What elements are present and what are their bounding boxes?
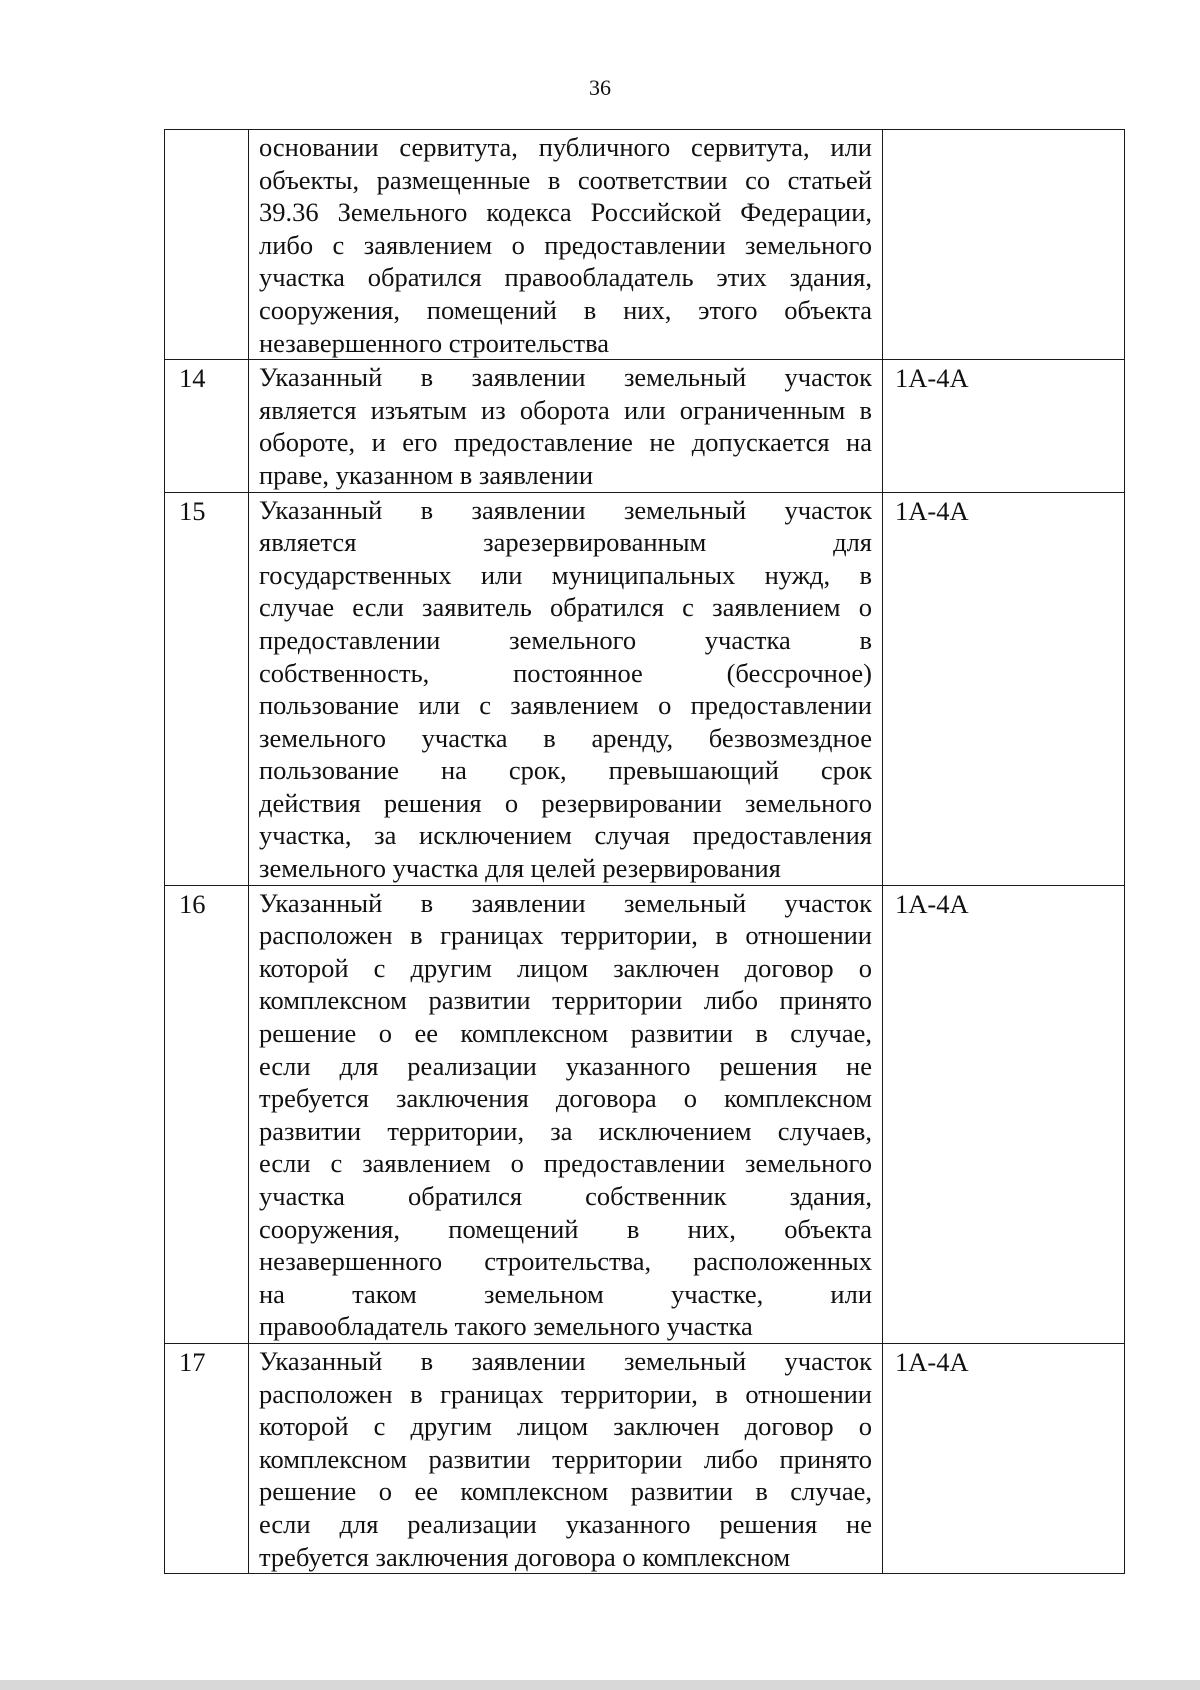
description-line: основании сервитута, публичного сервитута, или	[259, 132, 872, 162]
row-number: 14	[165, 360, 249, 492]
description-line: комплексном развитии территории либо принято	[259, 985, 872, 1016]
description-line: случае если заявитель обратился с заявлением о	[259, 592, 872, 623]
table-row	[165, 885, 1125, 1343]
description-line: решение о ее комплексном развитии в случае,	[259, 1018, 872, 1049]
row-code: 1А-4А	[883, 360, 1125, 492]
description-line: собственность, постоянное (бессрочное)	[259, 657, 872, 688]
description-line: земельного участка для целей резервирования	[259, 853, 781, 884]
description-line: является изъятым из оборота или ограниченным в	[259, 394, 872, 425]
description-line: которой с другим лицом заключен договор о	[259, 1411, 872, 1442]
description-line: Указанный в заявлении земельный участок	[259, 494, 872, 525]
table-row	[165, 492, 1125, 885]
description-line: если для реализации указанного решения не	[259, 1508, 872, 1539]
table-body	[165, 130, 1125, 1574]
description-line: сооружения, помещений в них, этого объекта	[259, 294, 872, 325]
description-line: либо с заявлением о предоставлении земельного	[259, 229, 872, 260]
description-line: незавершенного строительства	[259, 327, 609, 358]
table-row	[165, 1343, 1125, 1573]
description-line: Указанный в заявлении земельный участок	[259, 362, 872, 393]
table-row	[165, 360, 1125, 492]
description-line: пользование или с заявлением о предоставлении	[259, 690, 872, 721]
description-line: является зарезервированным для	[259, 527, 872, 558]
description-line: обороте, и его предоставление не допускается на	[259, 427, 872, 458]
row-description	[249, 360, 883, 492]
description-line: участка, за исключением случая предоставления	[259, 820, 872, 851]
row-number	[165, 130, 249, 360]
row-code	[883, 130, 1125, 360]
description-line: земельного участка в аренду, безвозмездное	[259, 722, 872, 753]
row-description	[249, 885, 883, 1343]
description-line: действия решения о резервировании земельного	[259, 787, 872, 818]
description-line: требуется заключения договора о комплексном	[259, 1541, 791, 1572]
description-line: Указанный в заявлении земельный участок	[259, 887, 872, 918]
description-line: незавершенного строительства, расположенных	[259, 1246, 872, 1277]
description-line: если с заявлением о предоставлении земельного	[259, 1148, 872, 1179]
description-line: праве, указанном в заявлении	[259, 459, 594, 490]
row-description	[249, 1343, 883, 1573]
description-line: на таком земельном участке, или	[259, 1278, 872, 1309]
row-code: 1А-4А	[883, 1343, 1125, 1573]
requirements-table	[164, 129, 1125, 1574]
row-description	[249, 492, 883, 885]
page-number: 36	[589, 75, 611, 100]
description-line: которой с другим лицом заключен договор о	[259, 952, 872, 983]
description-line: государственных или муниципальных нужд, в	[259, 559, 872, 590]
description-line: решение о ее комплексном развитии в случае,	[259, 1476, 872, 1507]
description-line: расположен в границах территории, в отношении	[259, 920, 872, 951]
scan-edge	[0, 1680, 1200, 1690]
row-number: 16	[165, 885, 249, 1343]
description-line: пользование на срок, превышающий срок	[259, 755, 872, 786]
description-line: расположен в границах территории, в отношении	[259, 1378, 872, 1409]
description-line: правообладатель такого земельного участка	[259, 1311, 753, 1342]
row-number: 15	[165, 492, 249, 885]
description-line: Указанный в заявлении земельный участок	[259, 1345, 872, 1376]
description-line: объекты, размещенные в соответствии со статьей	[259, 164, 872, 195]
description-line: развитии территории, за исключением случаев,	[259, 1115, 872, 1146]
row-code: 1А-4А	[883, 492, 1125, 885]
description-line: если для реализации указанного решения не	[259, 1050, 872, 1081]
row-description	[249, 130, 883, 360]
description-line: участка обратился собственник здания,	[259, 1181, 872, 1211]
description-line: предоставлении земельного участка в	[259, 624, 872, 655]
row-code: 1А-4А	[883, 885, 1125, 1343]
description-line: требуется заключения договора о комплексном	[259, 1083, 872, 1114]
description-line: 39.36 Земельного кодекса Российской Федерации,	[259, 197, 872, 228]
table-row	[165, 130, 1125, 360]
row-number: 17	[165, 1343, 249, 1573]
description-line: комплексном развитии территории либо принято	[259, 1443, 872, 1474]
description-line: сооружения, помещений в них, объекта	[259, 1213, 872, 1244]
description-line: участка обратился правообладатель этих здания,	[259, 262, 872, 293]
